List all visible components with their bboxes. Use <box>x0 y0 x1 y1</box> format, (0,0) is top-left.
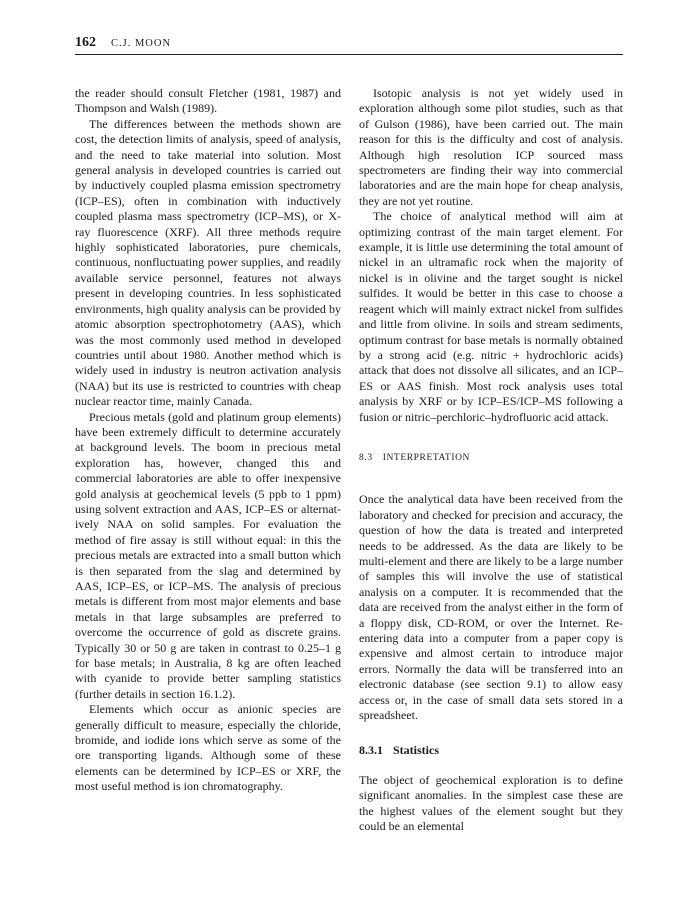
page-header <box>75 34 623 55</box>
paragraph: The object of geochemical exploration is to define significant anomalies. In the simplest case these are the highest values of the element sought but they could be an elemental <box>359 772 623 834</box>
left-column <box>75 86 341 795</box>
section-title: INTERPRETATION <box>382 452 471 463</box>
paragraph: Precious metals (gold and platinum group elements) have been extremely difficult to determine accurately at background levels. The boom in precious metal exploration has, however, changed this and commercial laboratories are able to offer inexpensive gold analysis at geochemical levels (5 ppb to 1 ppm) using solvent extraction and AAS, ICP–ES or alternatively NAA on solid samples. For evaluation the method of fire assay is still without equal: in this the precious metals are extracted into a small button which is then separated from the slag and determined by AAS, ICP–ES, or ICP–MS. The analysis of precious metals is different from most major elements and base metals in that large subsamples are preferred to overcome the occurrence of gold as discrete grains. Typically 30 or 50 g are taken in contrast to 0.25–1 g for base metals; in Australia, 8 kg are often leached with cyanide to provide better sampling statistics (further details in section 16.1.2). <box>75 409 341 701</box>
page-number: 162 <box>75 35 96 50</box>
subsection-title: Statistics <box>393 743 439 758</box>
paragraph: the reader should consult Fletcher (1981, 1987) and Thompson and Walsh (1989). <box>75 86 341 116</box>
paragraph: Once the analytical data have been received from the laboratory and checked for precision and accuracy, the question of how the data is treated and interpreted needs to be addressed. As the data are likely to be multi-element and there are likely to be a large number of samples this will involve the use of statistical analysis on a computer. It is recommended that the data are received from the analyst either in the form of a floppy disk, CD-ROM, or over the Internet. Re-entering data into a computer from a paper copy is expensive and almost certain to introduce major errors. Normally the data will be transferred into an electronic database (see section 9.1) to allow easy access or, in the case of small data sets stored in a spreadsheet. <box>359 492 624 723</box>
paragraph: Isotopic analysis is not yet widely used in exploration although some pilot studies, such as that of Gulson (1986), have been carried out. The main reason for this is the difficulty and cost of analysis. Although high resolution ICP sourced mass spectrometers are finding their way into commercial laboratories and are the main hope for cheap analysis, they are not yet routine. <box>359 86 623 208</box>
section-number: 8.3 <box>359 452 373 463</box>
paragraph: The choice of analytical method will aim at optimizing contrast of the main target element. For example, it is little use determining the total amount of nickel in an ultramafic rock when the majority of nickel is in olivine and the target sought is nickel sulfides. It would be better in this case to choose a reagent which will mainly extract nickel from sulfides and little from olivine. In soils and stream sediments, optimum contrast for base metals is normally obtained by a strong acid (e.g. nitric + hydrochloric acids) attack that does not dissolve all silicates, and an ICP–ES or AAS finish. Most rock analysis uses total analysis by XRF or by ICP–ES/ICP–MS following a fusion or nitric–perchloric–hydrofluoric acid attack. <box>359 209 623 424</box>
section-heading <box>359 451 623 466</box>
subsection-heading <box>359 743 623 758</box>
running-head-author: C.J. MOON <box>111 38 172 49</box>
paragraph: Elements which occur as anionic species are generally difficult to measure, especially the chloride, bromide, and iodide ions which serve as some of the ore transporting ligands. Although some of these elements can be determined by ICP–ES or XRF, the most useful method is ion chromatography. <box>75 702 341 794</box>
subsection-number: 8.3.1 <box>359 743 383 758</box>
right-column <box>359 86 623 834</box>
paragraph: The differences between the methods shown are cost, the detection limits of analysis, speed of analysis, and the need to take material into solution. Most general analysis in developed countries is carried out by inductively coupled plasma emission spectrometry (ICP–ES), often in combination with inductively coupled plasma mass spectrometry (ICP–MS), or X-ray fluorescence (XRF). All three methods require highly sophisticated laboratories, pure chemicals, continuous, nonfluctuating power supplies, and readily available service personnel, features not always present in developing countries. In less sophisticated environments, high quality analysis can be provided by atomic absorption spectrophotometry (AAS), which was the most commonly used method in developed countries until about 1980. Another method which is widely used in industry is neutron activation analysis (NAA) but its use is restricted to countries with cheap nuclear reactor time, mainly Canada. <box>75 116 341 409</box>
